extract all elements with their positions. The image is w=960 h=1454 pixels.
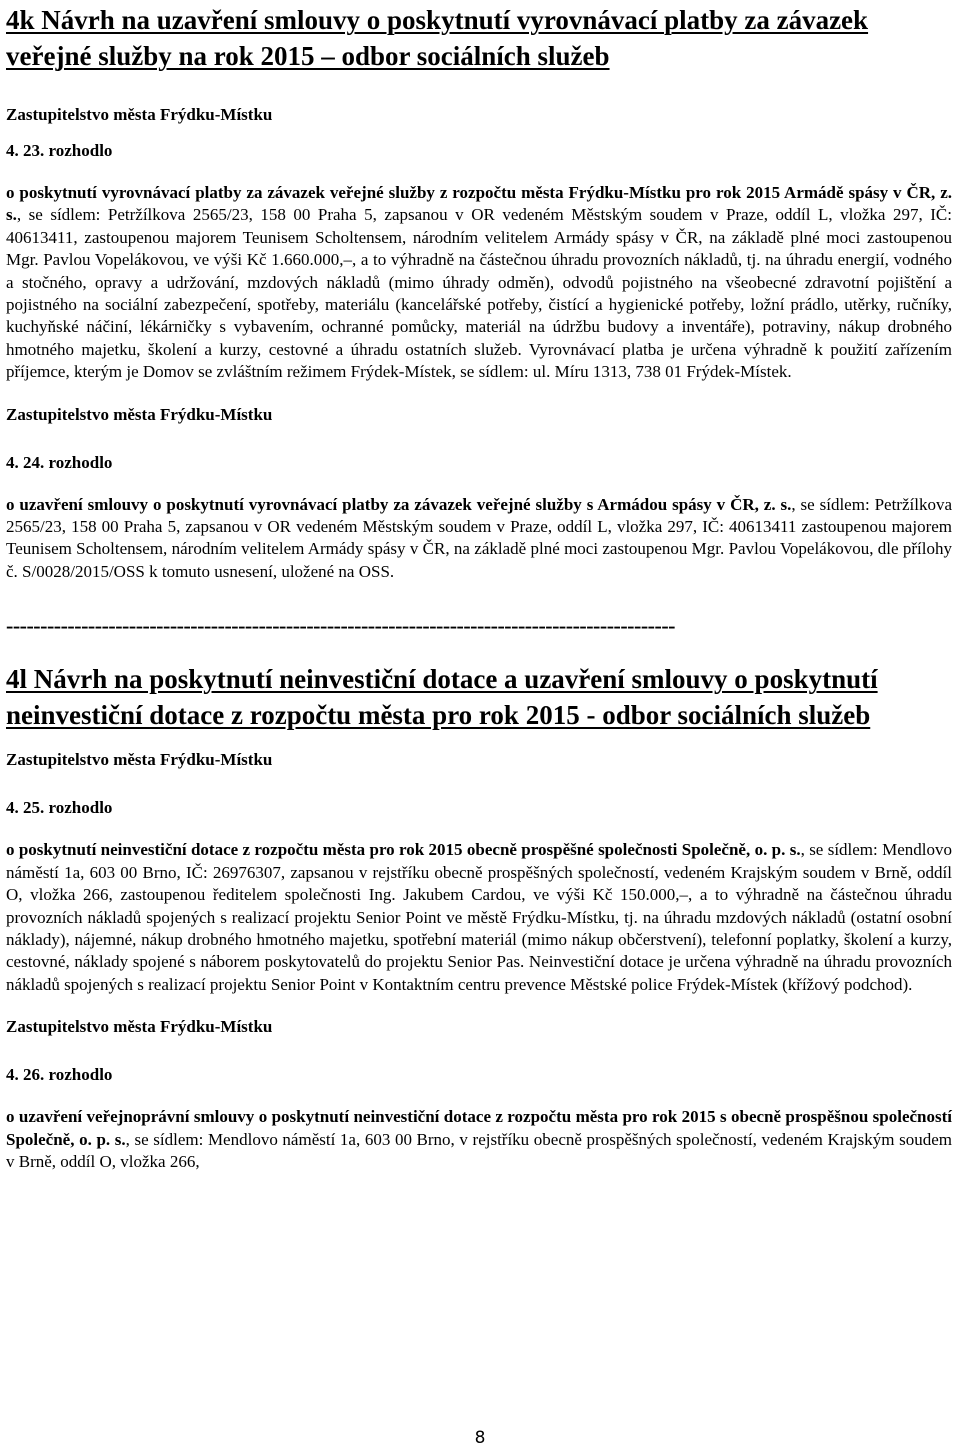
council-label: Zastupitelstvo města Frýdku-Místku [6, 1017, 273, 1037]
resolution-subject: o poskytnutí vyrovnávací platby za závazek veřejné služby z rozpočtu města Frýdku-Místku pro rok 2015 Armádě spásy v ČR, z. s. [6, 183, 952, 225]
resolution-body: , se sídlem: Mendlovo náměstí 1a, 603 00 Brno, IČ: 26976307, zapsanou v rejstříku obecně prospěšných společností, vedeném Krajským soudem v Brně, oddíl O, vložka 266, zastoupenou ředitelem společnosti Ing. Jakubem Cardou, ve výši Kč 150.000,–, a to výhradně na částečnou úhradu provozních nákladů spojených s realizací projektu Senior Point ve městě Frýdku-Místku, tj. na úhradu mzdových nákladů (ostatní osobní náklady), nájemné, nákup drobného hmotného majetku, spotřební materiál (mimo nákup občerstvení), telefonní poplatky, školení a kurzy, cestovné, náklady spojené s náborem poskytovatelů do projektu Senior Pas. Neinvestiční dotace je určena výhradně na úhradu provozních nákladů spojených s realizací projektu Senior Point v Kontaktním centru prevence Městské police Frýdek-Místek (křížový podchod). [6, 840, 952, 994]
heading-line: veřejné služby na rok 2015 – odbor sociálních služeb [6, 41, 610, 71]
resolution-body: , se sídlem: Petržílkova 2565/23, 158 00 Praha 5, zapsanou v OR vedeném Městským soudem v Praze, oddíl L, vložka 297, IČ: 40613411, zastoupenou majorem Teunisem Scholtensem, národním velitelem Armády spásy v ČR, na základě plné moci zastoupenou Mgr. Pavlou Vopelákovou, ve výši Kč 1.660.000,–, a to výhradně na částečnou úhradu provozních nákladů, tj. na úhradu energií, vodného a stočného, opravy a udržování, mzdových nákladů (mimo úhrady odměn), odvodů pojistného na všeobecné zdravotní pojištění a pojistného na sociální zabezpečení, spotřeby, materiálu (kancelářské potřeby, čistící a hygienické potřeby, ložní prádlo, utěrky, ručníky, kuchyňské náčiní, lékárničky s vybavením, ochranné pomůcky, materiál na údržbu budovy a inventáře), potraviny, nákup drobného hmotného majetku, školení a kurzy, cestovné a úhradu ostatních služeb. Vyrovnávací platba je určena výhradně k použití zařízením příjemce, kterým je Domov se zvláštním režimem Frýdek-Místek, se sídlem: ul. Míru 1313, 738 01 Frýdek-Místek. [6, 205, 952, 382]
resolution-text [6, 1106, 952, 1173]
heading-line: 4l Návrh na poskytnutí neinvestiční dotace a uzavření smlouvy o poskytnutí [6, 664, 878, 695]
resolution-subject: o uzavření veřejnoprávní smlouvy o poskytnutí neinvestiční dotace z rozpočtu města pro rok 2015 s obecně prospěšnou společností Společně, o. p. s. [6, 1107, 952, 1149]
resolution-text [6, 182, 952, 384]
council-label: Zastupitelstvo města Frýdku-Místku [6, 105, 273, 124]
resolution-number: 4. 24. rozhodlo [6, 452, 113, 472]
heading-line: neinvestiční dotace z rozpočtu města pro rok 2015 - odbor sociálních služeb [6, 700, 871, 731]
resolution-body: , se sídlem: Mendlovo náměstí 1a, 603 00 Brno, v rejstříku obecně prospěšných společností, vedeném Krajským soudem v Brně, oddíl O, vložka 266, [6, 1129, 953, 1171]
resolution-text [6, 494, 952, 584]
section-heading-4k [6, 2, 952, 74]
council-label: Zastupitelstvo města Frýdku-Místku [6, 750, 273, 770]
resolution-text [6, 839, 952, 996]
resolution-number: 4. 23. rozhodlo [6, 141, 113, 160]
resolution-body: , se sídlem: Petržílkova 2565/23, 158 00 Praha 5, zapsanou v OR vedeném Městským soudem v Praze, oddíl L, vložka 297, IČ: 40613411 zastoupenou majorem Teunisem Scholtensem, národním velitelem Armády spásy v ČR, na základě plné moci zastoupenou Mgr. Pavlou Vopelákovou, dle přílohy č. S/0028/2015/OSS k tomuto usnesení, uložené na OSS. [6, 494, 953, 581]
section-divider: -------------------------------------------------------------------------------------------------- [6, 613, 675, 639]
resolution-number: 4. 25. rozhodlo [6, 798, 113, 818]
section-heading-4l [6, 661, 952, 733]
resolution-subject: o poskytnutí neinvestiční dotace z rozpočtu města pro rok 2015 obecně prospěšné společnosti Společně, o. p. s. [6, 840, 801, 860]
heading-line: 4k Návrh na uzavření smlouvy o poskytnutí vyrovnávací platby za závazek [6, 5, 869, 35]
document-page [6, 0, 952, 1173]
resolution-number: 4. 26. rozhodlo [6, 1065, 113, 1085]
council-label: Zastupitelstvo města Frýdku-Místku [6, 404, 273, 424]
resolution-subject: o uzavření smlouvy o poskytnutí vyrovnávací platby za závazek veřejné služby s Armádou spásy v ČR, z. s. [6, 494, 792, 514]
page-number: 8 [474, 1428, 486, 1448]
